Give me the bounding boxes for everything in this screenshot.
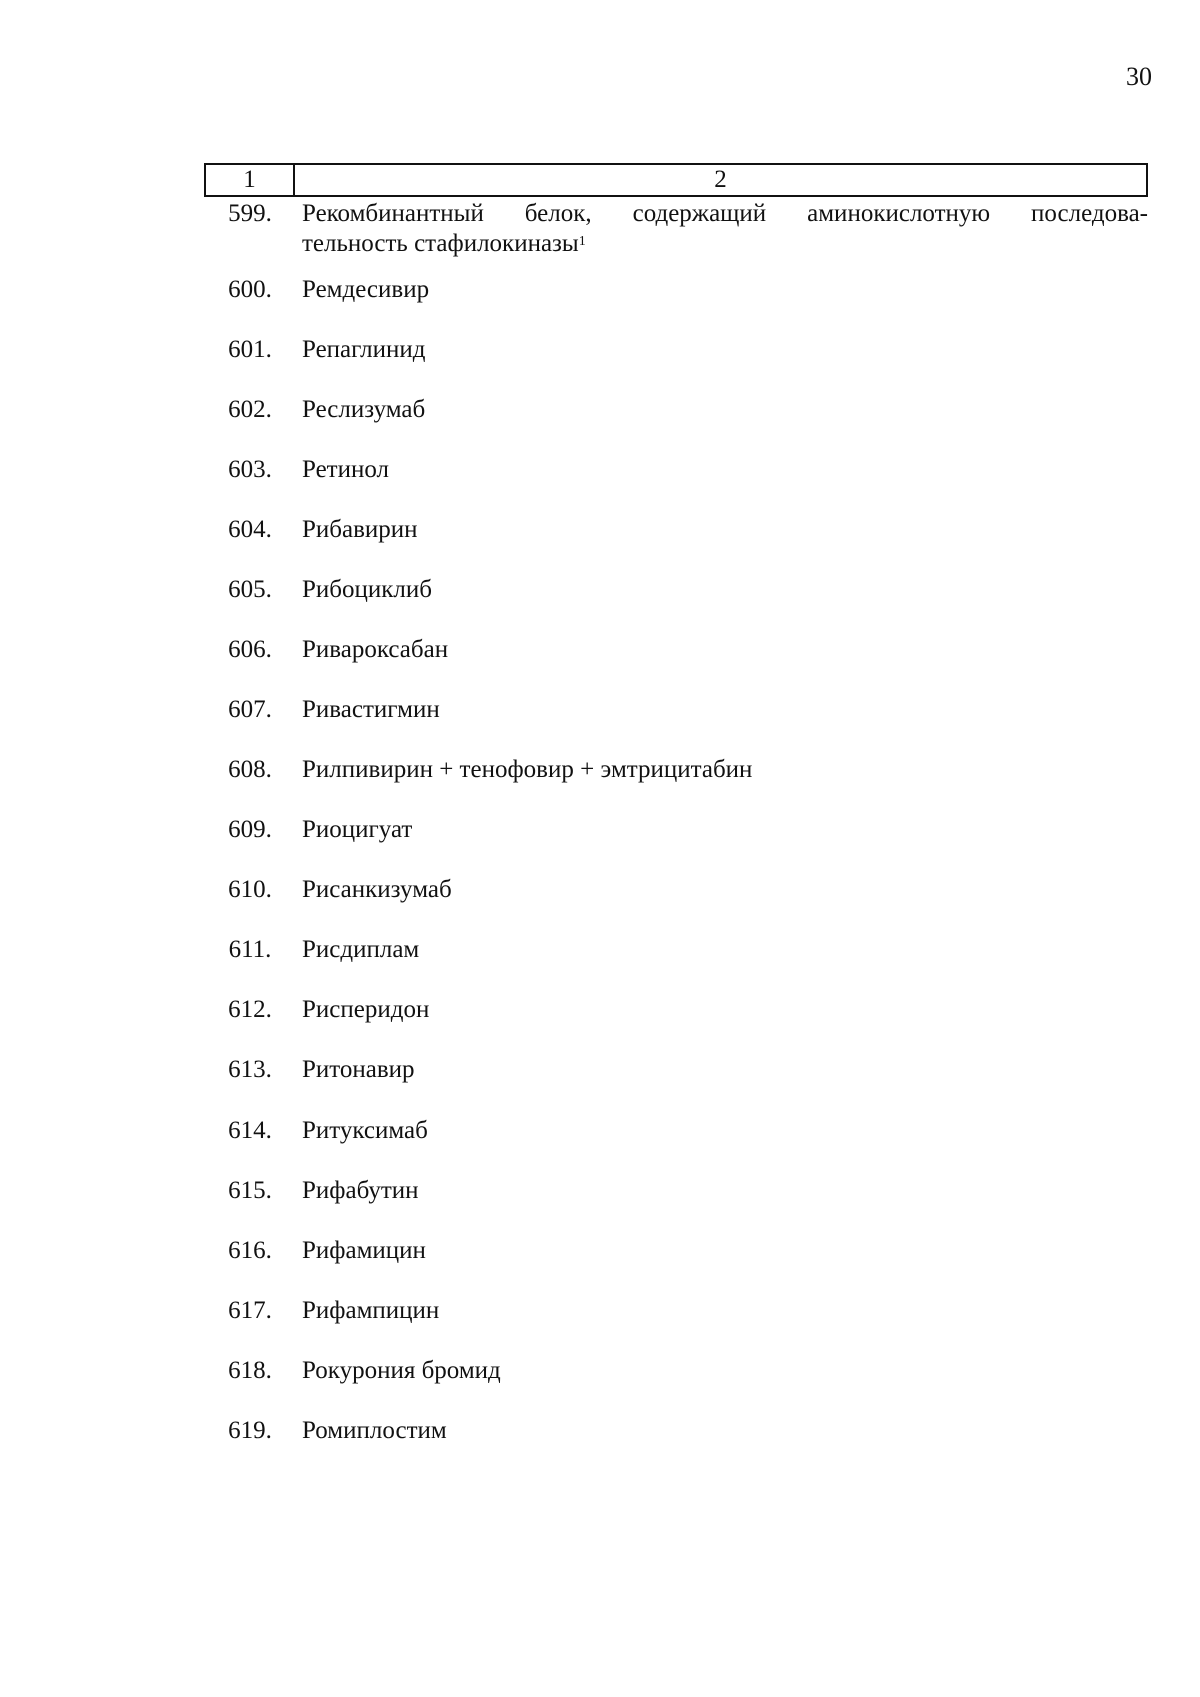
list-item bbox=[204, 695, 1148, 725]
item-name-line2-text: тельность стафилокиназы bbox=[302, 230, 579, 257]
item-name-line2 bbox=[302, 229, 1148, 259]
item-name: Рисперидон bbox=[302, 996, 430, 1023]
item-number: 609. bbox=[228, 816, 272, 843]
item-number: 615. bbox=[228, 1177, 272, 1204]
list-item bbox=[204, 755, 1148, 785]
table-header-col2: 2 bbox=[714, 166, 727, 193]
table-header bbox=[204, 163, 1148, 197]
item-number: 604. bbox=[228, 516, 272, 543]
item-name: Ромиплостим bbox=[302, 1417, 447, 1444]
list-item bbox=[204, 335, 1148, 365]
item-number: 602. bbox=[228, 396, 272, 423]
list-item bbox=[204, 815, 1148, 845]
list-item bbox=[204, 1055, 1148, 1085]
item-name: Рибоциклиб bbox=[302, 576, 432, 603]
item-name: Ритуксимаб bbox=[302, 1117, 428, 1144]
item-name: Рилпивирин + тенофовир + эмтрицитабин bbox=[302, 756, 753, 783]
item-number: 610. bbox=[228, 876, 272, 903]
item-number: 618. bbox=[228, 1357, 272, 1384]
item-number: 612. bbox=[228, 996, 272, 1023]
item-name: Ретинол bbox=[302, 456, 389, 483]
item-name: Риоцигуат bbox=[302, 816, 413, 843]
list-item bbox=[204, 1296, 1148, 1326]
item-number: 605. bbox=[228, 576, 272, 603]
list-item bbox=[204, 995, 1148, 1025]
item-name: Рибавирин bbox=[302, 516, 418, 543]
item-name-line1: Рекомбинантный белок, содержащий аминокислотную последова- bbox=[302, 200, 1148, 227]
item-number: 601. bbox=[228, 336, 272, 363]
item-number: 608. bbox=[228, 756, 272, 783]
item-name: Ривастигмин bbox=[302, 696, 440, 723]
list-item bbox=[204, 1116, 1148, 1146]
item-name: Рисанкизумаб bbox=[302, 876, 452, 903]
item-name: Репаглинид bbox=[302, 336, 426, 363]
item-name: Ритонавир bbox=[302, 1056, 415, 1083]
table-header-col1: 1 bbox=[206, 165, 295, 195]
list-item bbox=[204, 935, 1148, 965]
list-item bbox=[204, 635, 1148, 665]
list-item bbox=[204, 455, 1148, 485]
list-item bbox=[204, 1176, 1148, 1206]
list-item bbox=[204, 275, 1148, 305]
item-number: 613. bbox=[228, 1056, 272, 1083]
item-number: 599. bbox=[228, 200, 272, 227]
item-number: 611. bbox=[228, 936, 272, 963]
item-number: 603. bbox=[228, 456, 272, 483]
list-item bbox=[204, 875, 1148, 905]
item-name: Рифамицин bbox=[302, 1237, 426, 1264]
footnote-mark: 1 bbox=[578, 234, 586, 249]
item-number: 600. bbox=[228, 276, 272, 303]
item-number: 616. bbox=[228, 1237, 272, 1264]
list-item bbox=[204, 199, 1148, 259]
item-number: 614. bbox=[228, 1117, 272, 1144]
item-name: Ривароксабан bbox=[302, 636, 449, 663]
item-name: Ремдесивир bbox=[302, 276, 430, 303]
item-name: Реслизумаб bbox=[302, 396, 426, 423]
list-item bbox=[204, 395, 1148, 425]
list-item bbox=[204, 1416, 1148, 1446]
item-number: 617. bbox=[228, 1297, 272, 1324]
item-number: 607. bbox=[228, 696, 272, 723]
item-name: Рифабутин bbox=[302, 1177, 419, 1204]
item-name: Рифампицин bbox=[302, 1297, 440, 1324]
item-number: 606. bbox=[228, 636, 272, 663]
item-name bbox=[296, 199, 1148, 259]
list-item bbox=[204, 1356, 1148, 1386]
list-item bbox=[204, 1236, 1148, 1266]
item-name: Рокурония бромид bbox=[302, 1357, 501, 1384]
page-number: 30 bbox=[1126, 62, 1152, 91]
list-item bbox=[204, 515, 1148, 545]
item-name: Рисдиплам bbox=[302, 936, 420, 963]
list-item bbox=[204, 575, 1148, 605]
item-number: 619. bbox=[228, 1417, 272, 1444]
